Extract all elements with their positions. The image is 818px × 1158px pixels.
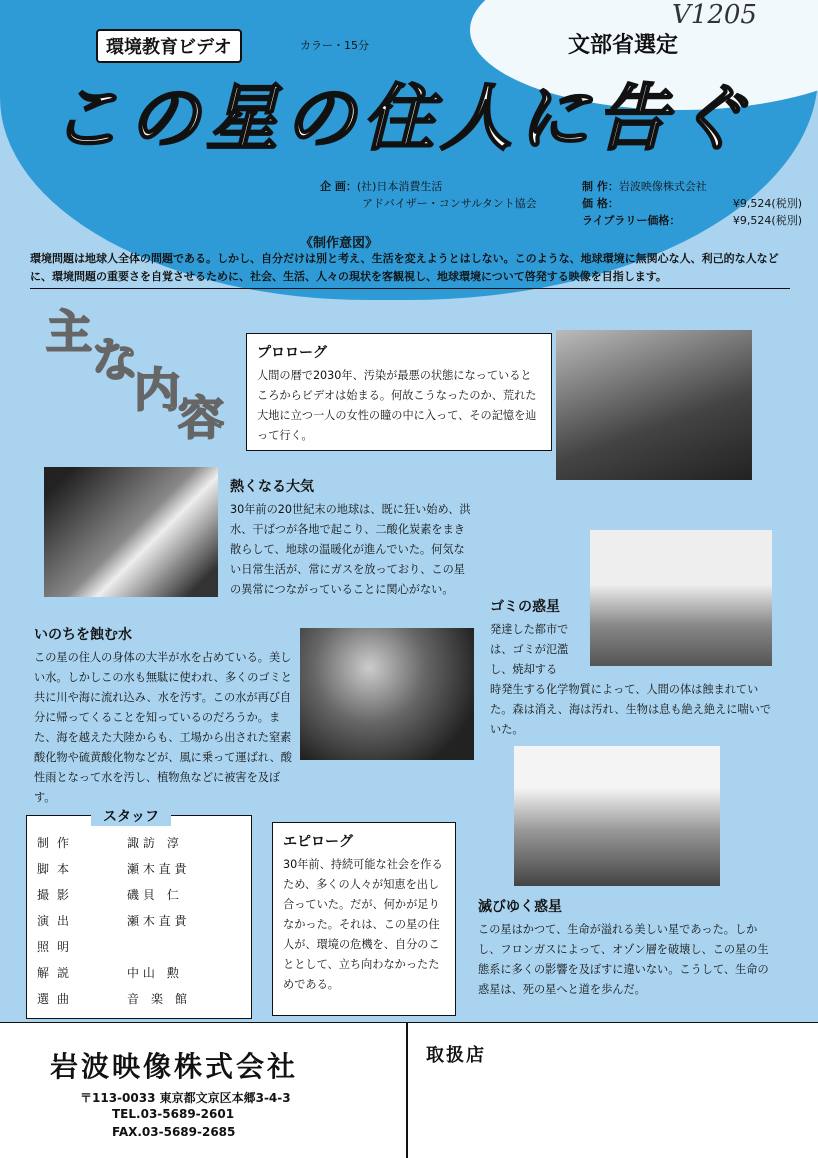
staff-row bbox=[37, 986, 241, 1012]
epilogue-box bbox=[272, 822, 456, 1016]
dying-planet-section bbox=[478, 896, 778, 1000]
garbage-text-1: 発達した都市では、ゴミが氾濫し、焼却する bbox=[490, 623, 569, 676]
selection-label: 文部省選定 bbox=[568, 33, 679, 58]
staff-row bbox=[37, 830, 241, 856]
library-price-label: ライブラリー価格： bbox=[582, 214, 681, 227]
production-value: 岩波映像株式会社 bbox=[618, 180, 707, 193]
price-value: ¥9,524(税別) bbox=[732, 197, 802, 210]
footer-company: 岩波映像株式会社 bbox=[50, 1050, 299, 1083]
video-title: この星の住人に告ぐ bbox=[50, 75, 753, 160]
staff-role: 照明 bbox=[37, 940, 78, 954]
staff-role: 脚本 bbox=[37, 862, 78, 876]
photo-exhaust-pipe bbox=[44, 467, 218, 597]
main-heading-char-1: 主 bbox=[46, 305, 92, 359]
plan-org-1: (社)日本消費生活 bbox=[356, 180, 443, 193]
staff-title: スタッフ bbox=[91, 806, 171, 826]
staff-role: 選曲 bbox=[37, 992, 78, 1006]
staff-box bbox=[26, 809, 252, 1019]
staff-name: 磯 貝 仁 bbox=[127, 888, 179, 902]
staff-row bbox=[37, 882, 241, 908]
prologue-title: プロローグ bbox=[257, 345, 327, 361]
format-label: カラー・15分 bbox=[300, 39, 369, 52]
staff-role: 制作 bbox=[37, 836, 78, 850]
dying-planet-text: この星はかつて、生命が溢れる美しい星であった。しかし、フロンガスによって、オゾン層を破壊し、この星の生態系に多くの影響を及ぼすに違いない。こうして、生命の惑星は、死の星へと道を歩んだ。 bbox=[478, 923, 769, 996]
hot-air-section bbox=[230, 476, 475, 600]
staff-role: 撮影 bbox=[37, 888, 78, 902]
garbage-section bbox=[490, 596, 780, 740]
intent-text: 環境問題は地球人全体の問題である。しかし、自分だけは別と考え、生活を変えようとはしない。このような、地球環境に無関心な人、利己的な人などに、環境問題の重要さを自覚させるために、社会、生活、人々の現状を客観視し、地球環境について啓発する映像を目指します。 bbox=[30, 250, 790, 289]
price-label: 価 格： bbox=[582, 197, 619, 210]
credits-production bbox=[582, 178, 802, 229]
photo-people-field bbox=[514, 746, 720, 886]
library-price-value: ¥9,524(税別) bbox=[732, 214, 802, 227]
water-text: この星の住人の身体の大半が水を占めている。美しい水。しかしこの水も無駄に使われ、多くのゴミと共に川や海に流れ込み、水を汚す。この水が再び自分に帰ってくることを知っているのだろうか。また、海を越えた大陸からも、工場から出された窒素酸化物や硫黄酸化物などが、風に乗って運ばれ、酸性雨となって水を汚し、植物魚などに被害を及ぼす。 bbox=[34, 651, 292, 804]
footer-address: 〒113-0033 東京都文京区本郷3-4-3 bbox=[80, 1091, 291, 1105]
dying-planet-title: 滅びゆく惑星 bbox=[478, 899, 562, 915]
footer bbox=[0, 1022, 818, 1158]
photo-woman-wasteland bbox=[556, 330, 752, 480]
footer-fax: FAX.03-5689-2685 bbox=[112, 1125, 236, 1139]
epilogue-title: エピローグ bbox=[283, 834, 353, 850]
staff-name: 中 山 勲 bbox=[127, 966, 179, 980]
photo-drain-pipe bbox=[300, 628, 474, 760]
hot-air-title: 熱くなる大気 bbox=[230, 479, 314, 495]
plan-label: 企 画： bbox=[320, 180, 357, 193]
intent-title: 《制作意図》 bbox=[300, 236, 379, 251]
main-heading-char-2: な bbox=[92, 333, 138, 387]
prologue-text: 人間の暦で2030年、汚染が最悪の状態になっているところからビデオは始まる。何故こうなったのか、荒れた大地に立つ一人の女性の瞳の中に入って、その記憶を辿って行く。 bbox=[257, 369, 537, 442]
staff-name: 音 楽 館 bbox=[127, 992, 188, 1006]
main-heading-char-4: 容 bbox=[178, 391, 224, 445]
prologue-box bbox=[246, 333, 552, 451]
staff-row bbox=[37, 934, 241, 960]
water-title: いのちを蝕む水 bbox=[34, 627, 132, 643]
staff-row bbox=[37, 908, 241, 934]
main-heading-char-3: 内 bbox=[134, 363, 180, 417]
water-section bbox=[34, 624, 292, 808]
staff-row bbox=[37, 960, 241, 986]
staff-name: 諏 訪 淳 bbox=[127, 836, 179, 850]
credits-plan bbox=[320, 178, 537, 212]
garbage-title: ゴミの惑星 bbox=[490, 599, 560, 615]
staff-name: 瀬 木 直 貴 bbox=[127, 914, 187, 928]
dealer-label: 取扱店 bbox=[426, 1045, 486, 1066]
staff-role: 演出 bbox=[37, 914, 78, 928]
staff-name: 瀬 木 直 貴 bbox=[127, 862, 187, 876]
garbage-text-2: 時発生する化学物質によって、人間の体は蝕まれていた。森は消え、海は汚れ、生物は息も絶え絶えに喘いでいた。 bbox=[490, 683, 772, 736]
category-label: 環境教育ビデオ bbox=[96, 29, 242, 63]
plan-org-2: アドバイザー・コンサルタント協会 bbox=[362, 197, 537, 210]
epilogue-text: 30年前、持続可能な社会を作るため、多くの人々が知恵を出し合っていた。だが、何かが足りなかった。それは、この星の住人が、環境の危機を、自分のこととして、立ち向わなかったためである。 bbox=[283, 858, 443, 991]
production-label: 制 作： bbox=[582, 180, 619, 193]
staff-row bbox=[37, 856, 241, 882]
hot-air-text: 30年前の20世紀末の地球は、既に狂い始め、洪水、干ばつが各地で起こり、二酸化炭素をまき散らして、地球の温暖化が進んでいた。何気ない日常生活が、常にガスを放っており、この星の異常につながっていることに関心がない。 bbox=[230, 503, 471, 596]
handwritten-id: V1205 bbox=[672, 0, 757, 30]
footer-tel: TEL.03-5689-2601 bbox=[112, 1107, 235, 1121]
staff-role: 解説 bbox=[37, 966, 78, 980]
footer-divider bbox=[406, 1023, 408, 1158]
